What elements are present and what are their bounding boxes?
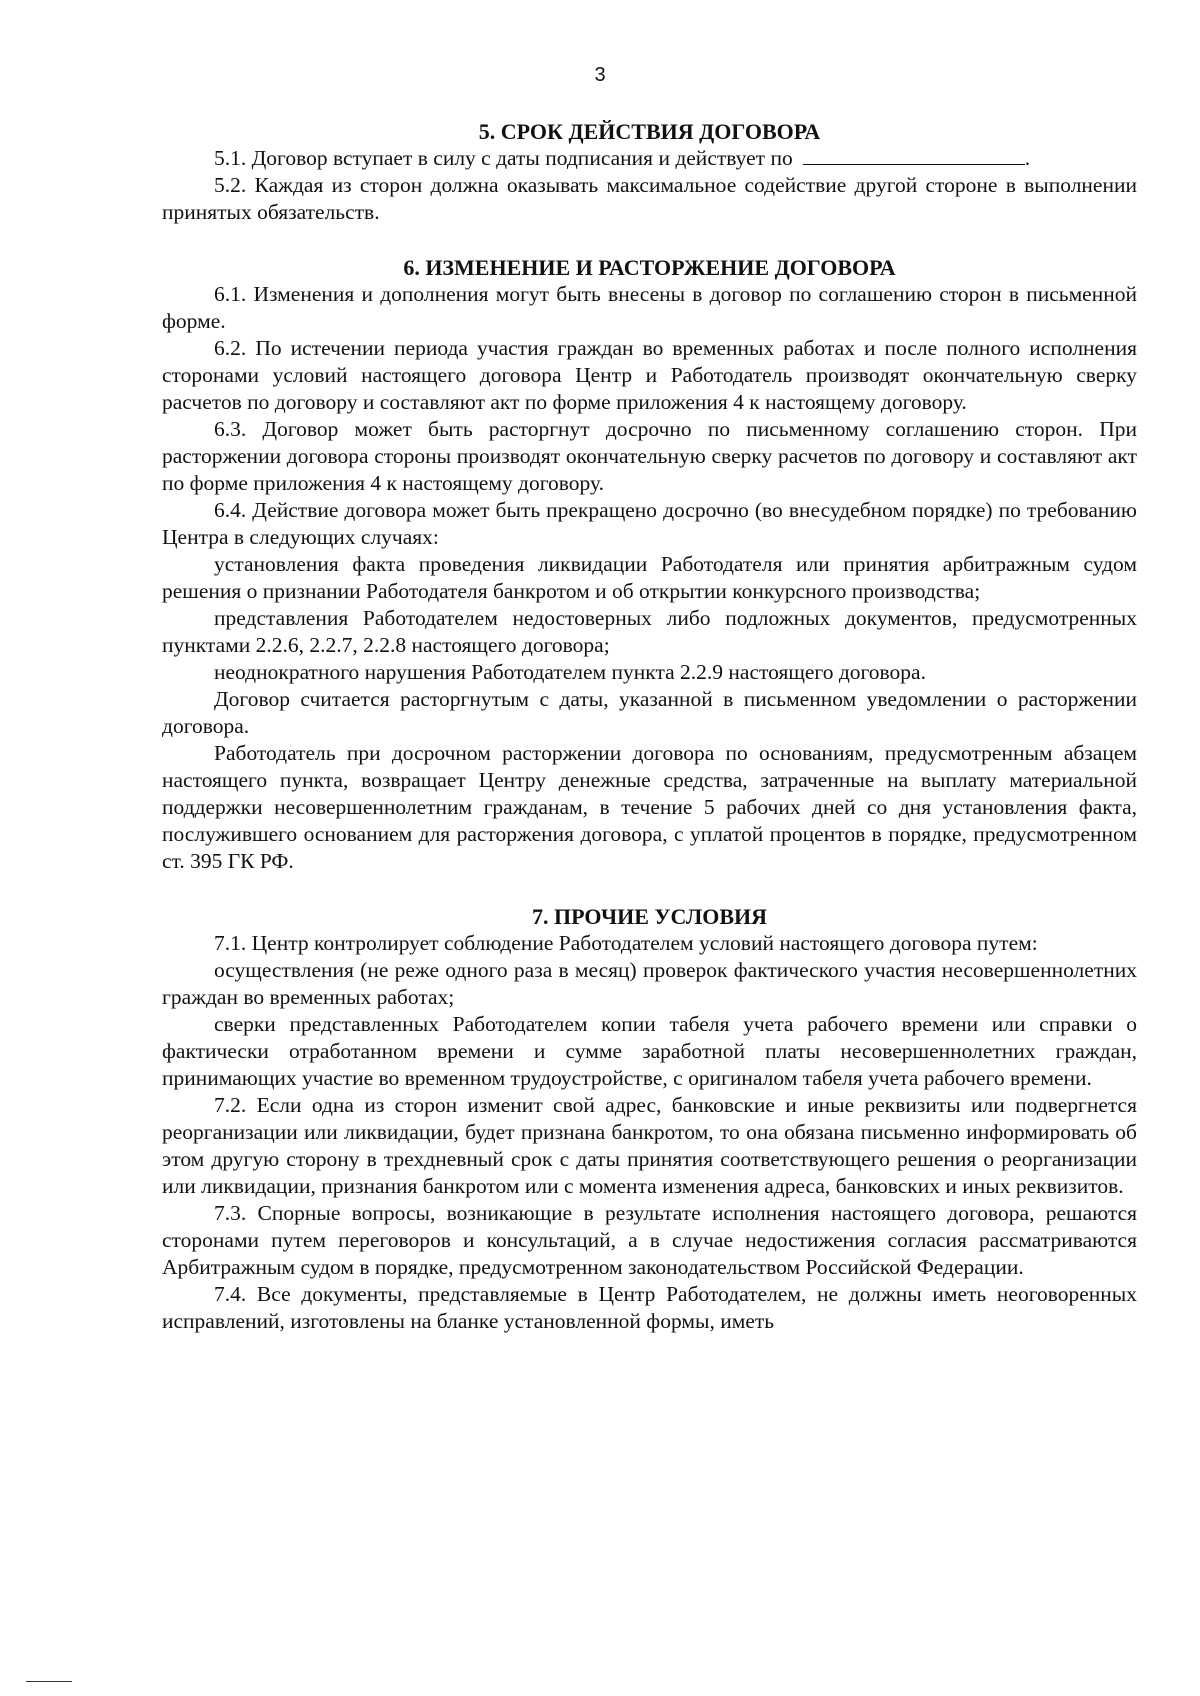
clause-6-2: 6.2. По истечении периода участия граждан во временных работах и после полного исполнения сторонами условий настоящего договора Центр и Работодатель производят окончательную сверку расчетов по договору и составляют акт по форме приложения 4 к настоящему договору.: [162, 336, 1137, 414]
clause-7-3: 7.3. Спорные вопросы, возникающие в результате исполнения настоящего договора, решаются сторонами путем переговоров и консультаций, а в случае недостижения согласия рассматриваются Арбитражным судом в порядке, предусмотренном законодательством Российской Федерации.: [162, 1201, 1137, 1279]
scan-edge-mark: [26, 1681, 72, 1682]
section-title: 6. ИЗМЕНЕНИЕ И РАСТОРЖЕНИЕ ДОГОВОРА: [403, 255, 896, 280]
document-body: [162, 118, 1137, 1335]
blank-date-line: [803, 146, 1025, 165]
clause-6-4-refund: Работодатель при досрочном расторжении договора по основаниям, предусмотренным абзацем настоящего пункта, возвращает Центру денежные средства, затраченные на выплату материальной поддержки несовершеннолетним гражданам, в течение 5 рабочих дней со дня установления факта, послужившего основанием для расторжения договора, с уплатой процентов в порядке, предусмотренном ст. 395 ГК РФ.: [162, 741, 1137, 873]
section-title: 5. СРОК ДЕЙСТВИЯ ДОГОВОРА: [478, 119, 821, 144]
clause-6-4: 6.4. Действие договора может быть прекращено досрочно (во внесудебном порядке) по требованию Центра в следующих случаях:: [162, 498, 1137, 549]
section-title: 7. ПРОЧИЕ УСЛОВИЯ: [531, 904, 768, 929]
clause-6-1: 6.1. Изменения и дополнения могут быть внесены в договор по соглашению сторон в письменной форме.: [162, 282, 1137, 333]
clause-6-4-case-1: установления факта проведения ликвидации Работодателя или принятия арбитражным судом решения о признании Работодателя банкротом и об открытии конкурсного производства;: [162, 552, 1137, 603]
page-number: 3: [594, 64, 606, 86]
section-7: [162, 903, 1137, 1335]
clause-7-4: 7.4. Все документы, представляемые в Центр Работодателем, не должны иметь неоговоренных исправлений, изготовлены на бланке установленной формы, иметь: [162, 1282, 1137, 1333]
clause-7-1-item-2: сверки представленных Работодателем копии табеля учета рабочего времени или справки о фактически отработанном времени и сумме заработной платы несовершеннолетних граждан, принимающих участие во временном трудоустройстве, с оригиналом табеля учета рабочего времени.: [162, 1012, 1137, 1090]
blank-suffix: .: [1024, 146, 1031, 170]
section-6: [162, 254, 1137, 875]
clause-5-2: 5.2. Каждая из сторон должна оказывать максимальное содействие другой стороне в выполнении принятых обязательств.: [162, 173, 1137, 224]
section-5: [162, 118, 1137, 226]
clause-7-2: 7.2. Если одна из сторон изменит свой адрес, банковские и иные реквизиты или подвергнется реорганизации или ликвидации, будет признана банкротом, то она обязана письменно информировать об этом другую сторону в трехдневный срок с даты принятия соответствующего решения о реорганизации или ликвидации, признания банкротом или с момента изменения адреса, банковских и иных реквизитов.: [162, 1093, 1137, 1198]
clause-5-1: [162, 145, 1137, 172]
clause-7-1-item-1: осуществления (не реже одного раза в месяц) проверок фактического участия несовершеннолетних граждан во временных работах;: [162, 958, 1137, 1009]
clause-text: 5.1. Договор вступает в силу с даты подписания и действует по: [214, 146, 793, 170]
clause-6-4-termination: Договор считается расторгнутым с даты, указанной в письменном уведомлении о расторжении договора.: [162, 687, 1137, 738]
clause-6-4-case-2: представления Работодателем недостоверных либо подложных документов, предусмотренных пунктами 2.2.6, 2.2.7, 2.2.8 настоящего договора;: [162, 606, 1137, 657]
clause-6-4-case-3: неоднократного нарушения Работодателем пункта 2.2.9 настоящего договора.: [214, 660, 926, 684]
clause-7-1: 7.1. Центр контролирует соблюдение Работодателем условий настоящего договора путем:: [214, 931, 1038, 955]
clause-6-3: 6.3. Договор может быть расторгнут досрочно по письменному соглашению сторон. При расторжении договора стороны производят окончательную сверку расчетов по договору и составляют акт по форме приложения 4 к настоящему договору.: [162, 417, 1137, 495]
